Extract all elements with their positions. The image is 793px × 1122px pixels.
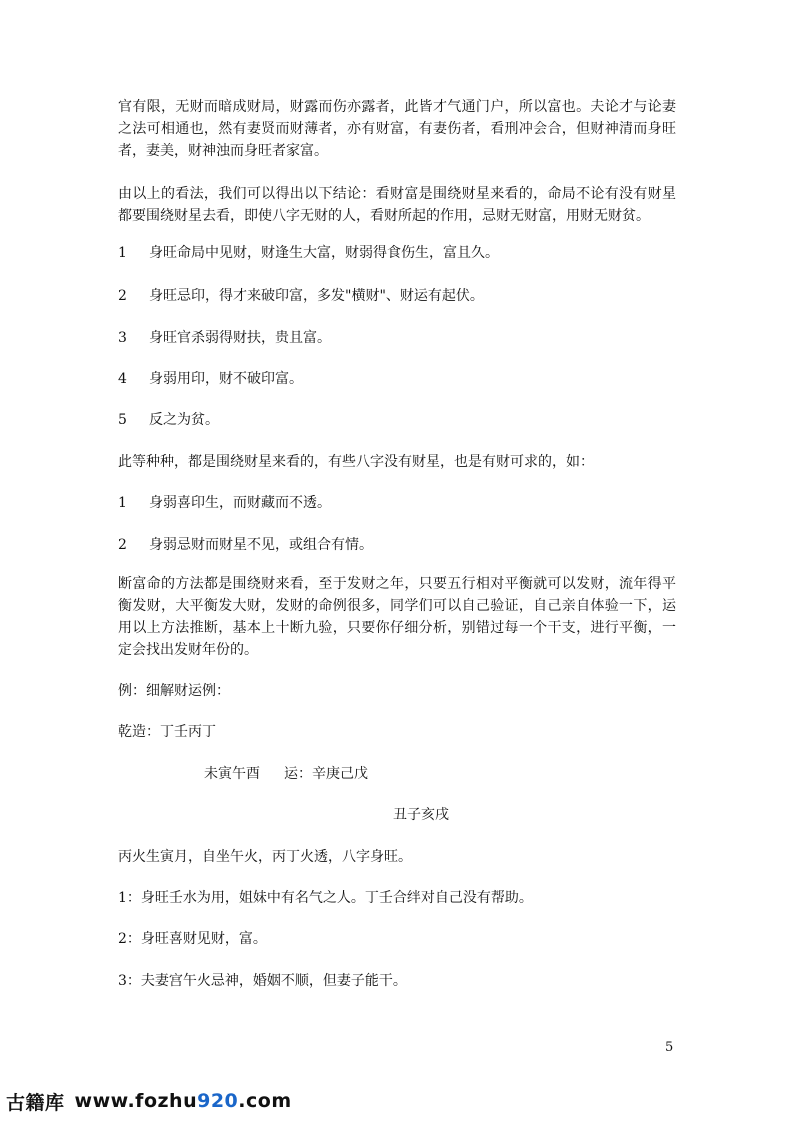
list-item xyxy=(118,285,676,307)
list-item xyxy=(118,534,676,556)
analysis-point: 2：身旺喜财见财，富。 xyxy=(118,931,267,947)
watermark-logo xyxy=(6,1086,292,1116)
list-item-text: 反之为贫。 xyxy=(149,412,219,428)
paragraph-wealth-and-wife: 官有限，无财而暗成财局，财露而伤亦露者，此皆才气通门户，所以富也。夫论才与论妻之法可相通也，然有妻贤而财薄者，亦有财富，有妻伤者，看刑冲会合，但财神清而身旺者，妻美，财神浊而身旺者家富。 xyxy=(118,99,676,159)
list-item-text: 身旺官杀弱得财扶，贵且富。 xyxy=(149,330,331,346)
list-item-number: 2 xyxy=(118,537,127,553)
list-item xyxy=(118,368,676,390)
list-item xyxy=(118,242,676,264)
list-item-number: 4 xyxy=(118,371,127,387)
analysis-point: 1：身旺壬水为用，姐妹中有名气之人。丁壬合绊对自己没有帮助。 xyxy=(118,890,533,906)
list-item-text: 身弱忌财而财星不见，或组合有情。 xyxy=(149,537,373,553)
paragraph-conclusion: 由以上的看法，我们可以得出以下结论：看财富是围绕财星来看的，命局不论有没有财星都要围绕财星去看，即使八字无财的人，看财所起的作用，忌财无财富，用财无财贫。 xyxy=(118,186,676,224)
list-item-text: 身旺命局中见财，财逢生大富，财弱得食伤生，富且久。 xyxy=(149,245,499,261)
list-item xyxy=(118,327,676,349)
watermark-url-suffix: .com xyxy=(238,1090,292,1112)
chart-branches-line xyxy=(204,763,368,785)
luck-pillars-label: 运：辛庚己戊 xyxy=(284,766,368,782)
watermark-url-number: 920 xyxy=(197,1090,239,1112)
list-item-number: 3 xyxy=(118,330,127,346)
watermark-brand: 古籍库 xyxy=(6,1091,65,1114)
analysis-intro: 丙火生寅月，自坐午火，丙丁火透，八字身旺。 xyxy=(118,849,412,865)
paragraph-no-wealth-star: 此等种种，都是围绕财星来看的，有些八字没有财星，也是有财可求的，如： xyxy=(118,454,594,470)
list-item-number: 5 xyxy=(118,412,127,428)
chart-branches: 未寅午酉 xyxy=(204,766,260,782)
list-item-number: 2 xyxy=(118,288,127,304)
luck-branches-line: 丑子亥戌 xyxy=(393,807,449,823)
list-item xyxy=(118,409,676,431)
list-item-text: 身旺忌印，得才来破印富，多发"横财"、财运有起伏。 xyxy=(149,288,484,304)
analysis-point: 3：夫妻宫午火忌神，婚姻不顺，但妻子能干。 xyxy=(118,973,407,989)
watermark-url-part: www.fozhu xyxy=(74,1090,198,1112)
list-item-text: 身弱喜印生，而财藏而不透。 xyxy=(149,495,331,511)
list-item-text: 身弱用印，财不破印富。 xyxy=(149,371,303,387)
chart-stems-line: 乾造：丁壬丙丁 xyxy=(118,724,216,740)
paragraph-method: 断富命的方法都是围绕财来看，至于发财之年，只要五行相对平衡就可以发财，流年得平衡发财，大平衡发大财，发财的命例很多，同学们可以自己验证，自己亲自体验一下，运用以上方法推断，基本上十断九验，只要你仔细分析，别错过每一个干支，进行平衡，一定会找出发财年份的。 xyxy=(118,576,676,658)
list-item xyxy=(118,492,676,514)
example-heading: 例：细解财运例： xyxy=(118,683,230,699)
list-item-number: 1 xyxy=(118,495,127,511)
list-item-number: 1 xyxy=(118,245,127,261)
page-number: 5 xyxy=(665,1040,674,1055)
